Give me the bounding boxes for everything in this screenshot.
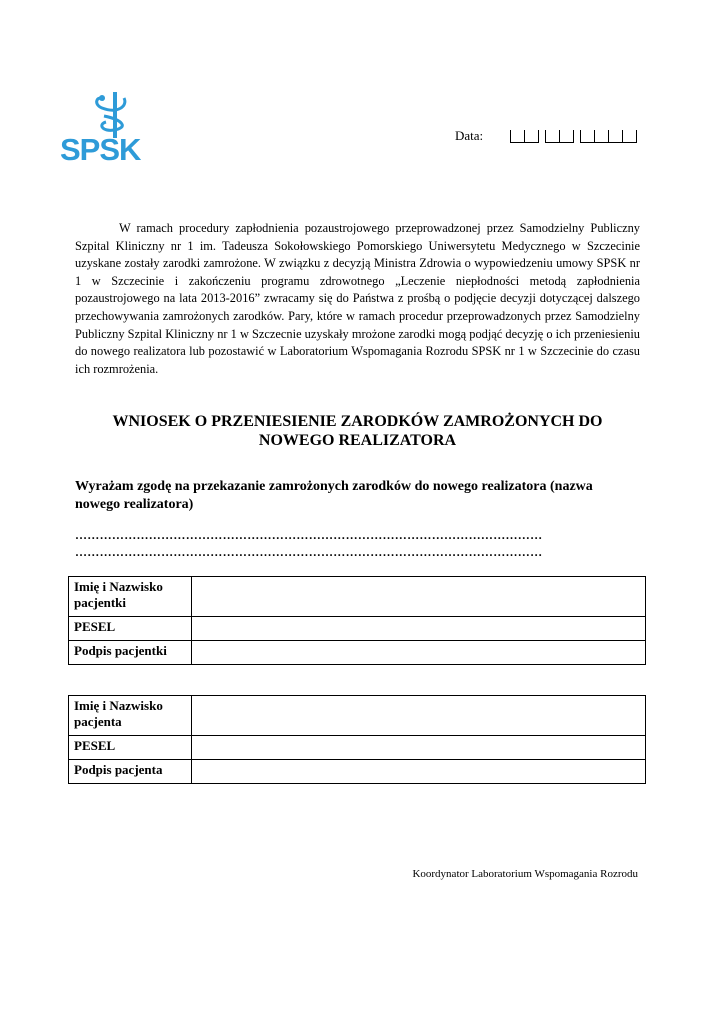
female-signature-label: Podpis pacjentki xyxy=(69,641,192,665)
patient-male-table xyxy=(68,695,646,784)
intro-paragraph: W ramach procedury zapłodnienia pozaustrojowego przeprowadzonej przez Samodzielny Publiczny Szpital Kliniczny nr 1 im. Tadeusza Sokołowskiego Pomorskiego Uniwersytetu Medycznego w Szczecinie uzyskane zostały zarodki zamrożone. W związku z decyzją Ministra Zdrowia o wypowiedzeniu umowy SPSK nr 1 w Szczecinie i zakończeniu programu zdrowotnego „Leczenie niepłodności metodą zapłodnienia pozaustrojowego na lata 2013-2016” zwracamy się do Państwa z prośbą o podjęcie decyzji dotyczącej dalszego przechowywania zamrożonych zarodków. Pary, które w ramach procedur przeprowadzonych przez Samodzielny Publiczny Szpital Kliniczny nr 1 w Szczecnie uzyskały mrożone zarodki mogą podjąć decyzję o ich przeniesieniu do nowego realizatora lub pozostawić w Laboratorium Wspomagania Rozrodu SPSK nr 1 w Szczecinie do czasu ich rozmrożenia. xyxy=(75,221,640,376)
date-label: Data: xyxy=(455,128,484,143)
table-row xyxy=(69,577,646,617)
table-row xyxy=(69,696,646,736)
realizator-line-1[interactable]: …………………………………………………………………………………………………… xyxy=(75,528,543,542)
date-cell[interactable] xyxy=(524,130,539,143)
male-signature-label: Podpis pacjenta xyxy=(69,760,192,784)
date-cell[interactable] xyxy=(510,130,524,143)
date-cell[interactable] xyxy=(580,130,594,143)
date-year[interactable] xyxy=(580,130,637,143)
logo-text: SPSK xyxy=(60,132,141,167)
date-month[interactable] xyxy=(545,130,574,143)
date-cell[interactable] xyxy=(622,130,637,143)
female-signature-field[interactable] xyxy=(192,641,646,665)
female-name-label: Imię i Nazwisko pacjentki xyxy=(69,577,192,617)
document-title: WNIOSEK O PRZENIESIENIE ZARODKÓW ZAMROŻONYCH DO NOWEGO REALIZATORA xyxy=(112,413,603,449)
coordinator-signature-label: Koordynator Laboratorium Wspomagania Rozrodu xyxy=(412,868,638,880)
patient-female-table xyxy=(68,576,646,665)
female-name-field[interactable] xyxy=(192,577,646,617)
realizator-line-2[interactable]: …………………………………………………………………………………………………… xyxy=(75,545,543,559)
female-pesel-field[interactable] xyxy=(192,617,646,641)
date-cell[interactable] xyxy=(545,130,559,143)
male-name-field[interactable] xyxy=(192,696,646,736)
table-row xyxy=(69,617,646,641)
date-day[interactable] xyxy=(510,130,539,143)
table-row xyxy=(69,736,646,760)
date-cell[interactable] xyxy=(559,130,574,143)
male-name-label: Imię i Nazwisko pacjenta xyxy=(69,696,192,736)
date-cell[interactable] xyxy=(608,130,622,143)
male-signature-field[interactable] xyxy=(192,760,646,784)
date-cell[interactable] xyxy=(594,130,608,143)
table-row xyxy=(69,760,646,784)
female-pesel-label: PESEL xyxy=(69,617,192,641)
table-row xyxy=(69,641,646,665)
male-pesel-field[interactable] xyxy=(192,736,646,760)
male-pesel-label: PESEL xyxy=(69,736,192,760)
date-boxes[interactable] xyxy=(510,130,637,143)
consent-statement: Wyrażam zgodę na przekazanie zamrożonych zarodków do nowego realizatora (nazwa nowego realizatora) xyxy=(75,479,593,512)
